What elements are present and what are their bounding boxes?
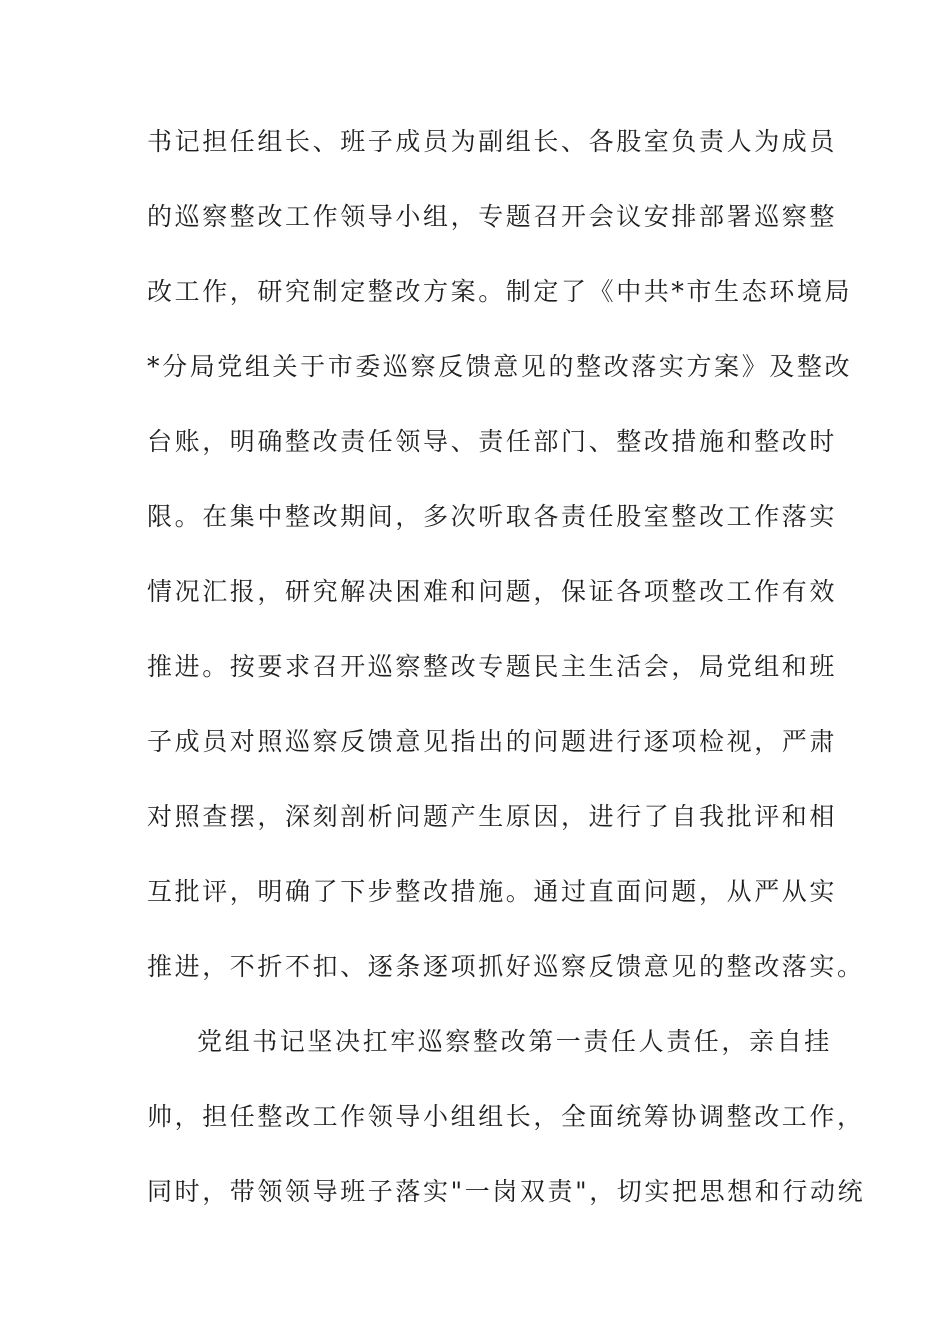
text-line: 推进。按要求召开巡察整改专题民主生活会，局党组和班 [147, 652, 838, 681]
text-line: *分局党组关于市委巡察反馈意见的整改落实方案》及整改 [147, 352, 853, 381]
text-line: 改工作，研究制定整改方案。制定了《中共*市生态环境局 [147, 277, 853, 306]
text-line: 推进，不折不扣、逐条逐项抓好巡察反馈意见的整改落实。 [147, 952, 865, 981]
text-line: 限。在集中整改期间，多次听取各责任股室整改工作落实 [147, 502, 838, 531]
text-line: 情况汇报，研究解决困难和问题，保证各项整改工作有效 [147, 577, 838, 606]
text-line: 同时，带领领导班子落实"一岗双责"，切实把思想和行动统 [147, 1177, 866, 1206]
text-line: 互批评，明确了下步整改措施。通过直面问题，从严从实 [147, 877, 838, 906]
text-line: 帅，担任整改工作领导小组组长，全面统筹协调整改工作， [147, 1102, 865, 1131]
text-line: 台账，明确整改责任领导、责任部门、整改措施和整改时 [147, 427, 838, 456]
text-line: 子成员对照巡察反馈意见指出的问题进行逐项检视，严肃 [147, 727, 838, 756]
body-text [147, 118, 866, 1243]
text-line: 的巡察整改工作领导小组，专题召开会议安排部署巡察整 [147, 202, 838, 231]
text-line: 书记担任组长、班子成员为副组长、各股室负责人为成员 [147, 127, 838, 156]
paragraph-start-line: 党组书记坚决扛牢巡察整改第一责任人责任，亲自挂 [197, 1027, 832, 1056]
text-line: 对照查摆，深刻剖析问题产生原因，进行了自我批评和相 [147, 802, 838, 831]
